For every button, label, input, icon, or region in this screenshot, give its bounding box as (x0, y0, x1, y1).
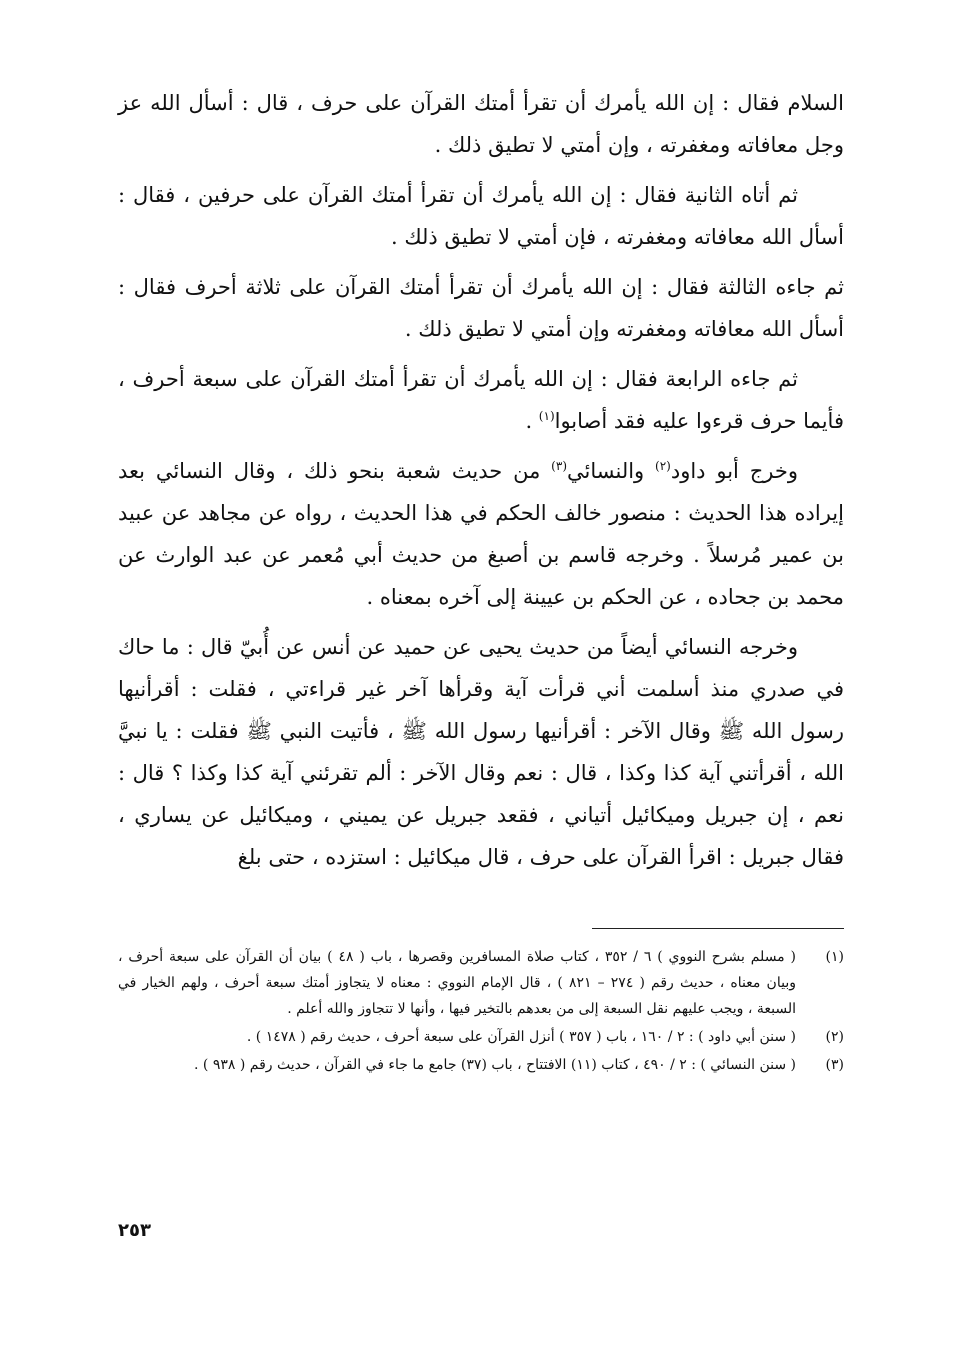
footnote-ref-2[interactable]: (٢) (655, 459, 671, 473)
paragraph-1: السلام فقال : إن الله يأمرك أن تقرأ أمتك القرآن على حرف ، قال : أسأل الله عز وجل معافاته ومغفرته ، وإن أمتي لا تطيق ذلك . (118, 91, 844, 157)
paragraph-6: وخرجه النسائي أيضاً من حديث يحيى عن حميد عن أنس عن أُبيّ قال : ما حاك في صدري منذ أسلمت أني قرأت آية وقرأها آخر غير قراءتي ، فقلت : أقرأنيها رسول الله ﷺ وقال الآخر : أقرأنيها رسول الله ﷺ ، فأتيت النبي ﷺ فقلت : يا نبيَّ الله ، أقرأتني آية كذا وكذا ، قال : نعم وقال الآخر : ألم تقرئني آية كذا وكذا ؟ قال : نعم ، إن جبريل وميكائيل أتياني ، فقعد جبريل عن يميني ، وميكائيل عن يساري ، فقال جبريل : اقرأ القرآن على حرف ، قال ميكائيل : استزده ، حتى بلغ (118, 635, 844, 869)
footnote-2 (118, 1024, 844, 1050)
footnote-number: (٣) (825, 1057, 844, 1073)
paragraph-4-text: ثم جاءه الرابعة فقال : إن الله يأمرك أن تقرأ أمتك القرآن على سبعة أحرف ، فأيما حرف قرءوا عليه فقد أصابوا (118, 367, 844, 433)
footnote-text: ( سنن أبي داود ) : ٢ / ١٦٠ ، باب ( ٣٥٧ ) أنزل القرآن على سبعة أحرف ، حديث رقم ( ١٤٧٨ ) . (246, 1029, 796, 1045)
footnote-ref-1[interactable]: (١) (538, 409, 555, 423)
paragraph-4-end: . (525, 409, 539, 433)
paragraph-2: ثم أتاه الثانية فقال : إن الله يأمرك أن تقرأ أمتك القرآن على حرفين ، فقال : أسأل الله معافاته ومغفرته ، فإن أمتي لا تطيق ذلك . (118, 183, 844, 249)
paragraph-3: ثم جاءه الثالثة فقال : إن الله يأمرك أن تقرأ أمتك القرآن على ثلاثة أحرف فقال : أسأل الله معافاته ومغفرته وإن أمتي لا تطيق ذلك . (118, 275, 844, 341)
paragraph-4 (118, 358, 844, 442)
paragraph-5-text-b: والنسائي (567, 459, 656, 483)
main-text (118, 82, 844, 878)
footnote-ref-3[interactable]: (٣) (551, 459, 567, 473)
footnotes (118, 944, 844, 1080)
paragraph-5-text-a: وخرج أبو داود (670, 459, 798, 483)
footnote-text: ( مسلم بشرح النووي ) ٦ / ٣٥٢ ، كتاب صلاة المسافرين وقصرها ، باب ( ٤٨ ) بيان أن القرآن على سبعة أحرف ، وبيان معناه ، حديث رقم ( ٢٧٤ – ٨٢١ ) ، قال الإمام النووي : معناه لا يتجاوز أمتك سبعة أحرف ، ولهم الخيار في السبعة ، ويجب عليهم نقل السبعة إلى من بعدهم بالتخير فيها ، وأنها لا تتجاوز والله أعلم . (118, 949, 796, 1017)
paragraph-5-text-c: من حديث شعبة بنحو ذلك ، وقال النسائي بعد إيراده هذا الحديث : منصور خالف الحكم في هذا الحديث ، رواه عن مجاهد عن عبيد بن عمير مُرسلاً . وخرجه قاسم بن أصبغ من حديث أبي مُعمر عن عبد الوارث عن محمد بن جحاده ، عن الحكم بن عيينة إلى آخره بمعناه . (118, 459, 844, 609)
footnote-number: (٢) (825, 1029, 844, 1045)
footnote-1 (118, 944, 844, 1022)
footnote-3 (118, 1052, 844, 1078)
paragraph-5 (118, 450, 844, 618)
footnote-text: ( سنن النسائي ) : ٢ / ٤٩٠ ، كتاب (١١) الافتتاح ، باب (٣٧) جامع ما جاء في القرآن ، حديث رقم ( ٩٣٨ ) . (194, 1057, 796, 1073)
footnote-number: (١) (825, 949, 844, 965)
page-number: ٢٥٣ (118, 1220, 151, 1241)
footnote-separator (592, 928, 844, 929)
